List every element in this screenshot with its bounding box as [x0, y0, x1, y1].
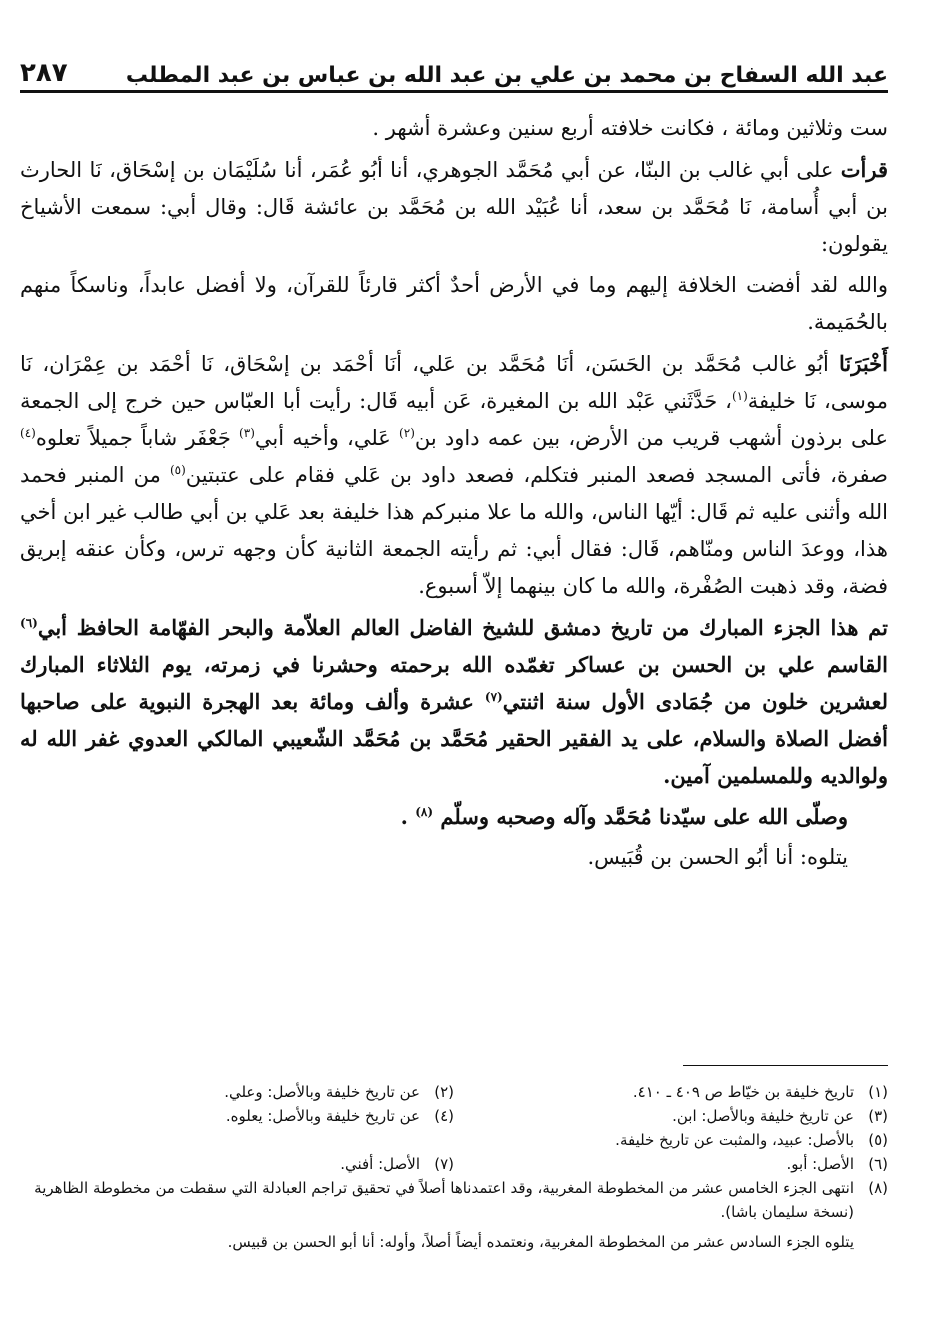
footnote — [20, 1128, 888, 1152]
footnote-text: الأصل: أبو. — [786, 1155, 854, 1173]
page — [20, 40, 888, 1310]
footnote-number: (١) — [868, 1083, 888, 1101]
footnote-number: (٧) — [434, 1155, 454, 1173]
footnote-ref[interactable]: (١) — [731, 389, 748, 403]
paragraph-text: أبُو غالب مُحَمَّد بن الحَسَن، أنَا مُحَمَّد بن عَلي، أنَا أحْمَد بن إسْحَاق، نَا أحْمَد بن عِمْرَان، نَا موسى، نَا خليفة — [20, 352, 888, 413]
footnote — [20, 1176, 888, 1224]
paragraph — [20, 345, 888, 605]
footnote-text: الأصل: أفني. — [340, 1155, 420, 1173]
footnote — [20, 1152, 454, 1176]
footnote-ref[interactable]: (٤) — [20, 426, 36, 440]
paragraph-text: من المنبر فحمد الله وأثنى عليه ثم قَال: أيّها الناس، والله ما علا منبركم هذا خليفة بعد عَلي بن أبي طالب غير ابن أخي هذا، ووعدَ الناس ومنّاهم، قَال: فقال أبي: ثم رأيته الجمعة الثانية كأن وجهه ترس، وكأن عنقه إبريق فضة، وقد ذهبت الصُفْرة، والله ما كان بينهما إلاّ أسبوع. — [20, 463, 888, 598]
footnote-number: (٦) — [868, 1155, 888, 1173]
footnote-ref[interactable]: (٥) — [169, 463, 186, 477]
footnote-text: عن تاريخ خليفة وبالأصل: وعلي. — [224, 1083, 420, 1101]
paragraph-text: جَعْفَر شاباً جميلاً تعلوه — [35, 426, 240, 450]
footnote-text: تاريخ خليفة بن خيّاط ص ٤٠٩ ـ ٤١٠. — [632, 1083, 854, 1101]
colophon-text: القاسم علي بن الحسن بن عساكر تغمّده الله برحمته وحشرنا في زمرته، يوم الثلاثاء المبارك لعشرين خلون من جُمَادى الأول سنة اثنتي — [20, 652, 888, 714]
blessing: وصلّى الله على سيّدنا مُحَمَّد وآله وصحبه وسلّم $^{(٨)}$ . — [400, 804, 848, 829]
page-number: ٢٨٧ — [20, 58, 68, 88]
paragraph-lead: قرأت — [840, 157, 888, 182]
footnote-number: (٢) — [434, 1083, 454, 1101]
footnote-ref[interactable]: (٦) — [20, 616, 38, 630]
continuation-note: يتلوه: أنا أبُو الحسن بن قُبَيس. — [587, 845, 848, 869]
footnote-ref[interactable]: (٧) — [484, 690, 503, 704]
footnote — [454, 1080, 888, 1104]
page-header — [20, 48, 888, 93]
colophon-text: تم هذا الجزء المبارك من تاريخ دمشق للشيخ الفاضل العالم العلاّمة والبحر الفهّامة الحافظ أبي — [37, 615, 888, 640]
colophon-text: عشرة وألف ومائة بعد الهجرة النبوية على صاحبها أفضل الصلاة والسلام، على يد الفقير الحقير مُحَمَّد بن مُحَمَّد الشّعيبي المالكي العدوي غفر الله له ولوالديه وللمسلمين آمين. — [20, 689, 888, 788]
footnote — [454, 1104, 888, 1128]
colophon — [20, 609, 888, 794]
footnotes — [20, 1080, 888, 1254]
paragraph — [20, 151, 888, 263]
main-text — [20, 110, 888, 880]
paragraph-text: صفرة، فأتى المسجد فصعد المنبر فتكلم، فصعد داود بن عَلي فقام على عتبتين — [185, 463, 888, 487]
footnote-number: (٨) — [868, 1179, 888, 1197]
paragraph: ست وثلاثين ومائة ، فكانت خلافته أربع سنين وعشرة أشهر . — [372, 116, 888, 140]
footnote-row — [20, 1080, 888, 1104]
footnote-number: (٤) — [434, 1107, 454, 1125]
footnote-number: (٣) — [868, 1107, 888, 1125]
paragraph: والله لقد أفضت الخلافة إليهم وما في الأرض أحدٌ أكثر قارئاً للقرآن، ولا أفضل عابداً، وناسكاً منهم بالحُمَيمة. — [20, 273, 888, 334]
paragraph-text: عَلي، وأخيه أبي — [254, 426, 400, 450]
running-title: عبد الله السفاح بن محمد بن علي بن عبد الله بن عباس بن عبد المطلب — [125, 63, 888, 88]
paragraph-text: على أبي غالب بن البنّا، عن أبي مُحَمَّد الجوهري، أنا أبُو عُمَر، أنا سُلَيْمَان بن إسْحَاق، نَا الحارث بن أبي أُسامة، نَا مُحَمَّد بن سعد، أنا عُبَيْد الله بن مُحَمَّد بن عائشة قَال: وقال أبي: سمعت الأشياخ يقولون: — [20, 158, 888, 256]
footnote-divider — [683, 1065, 888, 1066]
footnote-ref[interactable]: (٨) — [415, 805, 434, 819]
paragraph-text: ، حَدَّثَني عَبْد الله بن المغيرة، عَن أبيه قَال: رأيت أبا العبّاس حين خرج إلى الجمعة على برذون أشهب قريب من الأرض، بين عمه داود بن — [20, 389, 888, 450]
footnote-row — [20, 1152, 888, 1176]
footnote-text: انتهى الجزء الخامس عشر من المخطوطة المغربية، وقد اعتمدناها أصلاً في تحقيق تراجم العبادلة التي سقطت من مخطوطة الظاهرية (نسخة سليمان باشا). — [34, 1179, 854, 1221]
footnote — [20, 1080, 454, 1104]
footnote-text: عن تاريخ خليفة وبالأصل: ابن. — [672, 1107, 854, 1125]
footnote — [454, 1152, 888, 1176]
footnote-continuation: يتلوه الجزء السادس عشر من المخطوطة المغربية، ونعتمده أيضاً أصلاً، وأوله: أنا أبو الحسن بن قبيس. — [227, 1233, 854, 1251]
blessing-text: وصلّى الله على سيّدنا مُحَمَّد وآله وصحبه وسلّم — [440, 804, 848, 829]
footnote-text: عن تاريخ خليفة وبالأصل: يعلوه. — [225, 1107, 420, 1125]
footnote-ref[interactable]: (٣) — [239, 426, 255, 440]
footnote-ref[interactable]: (٢) — [399, 426, 415, 440]
footnote-number: (٥) — [868, 1131, 888, 1149]
footnote — [20, 1104, 454, 1128]
footnote-row — [20, 1128, 888, 1152]
footnote-text: بالأصل: عبيد، والمثبت عن تاريخ خليفة. — [615, 1131, 854, 1149]
paragraph-lead: أَخْبَرَنَا — [839, 351, 888, 376]
footnote-row — [20, 1104, 888, 1128]
footnote-row — [20, 1176, 888, 1224]
